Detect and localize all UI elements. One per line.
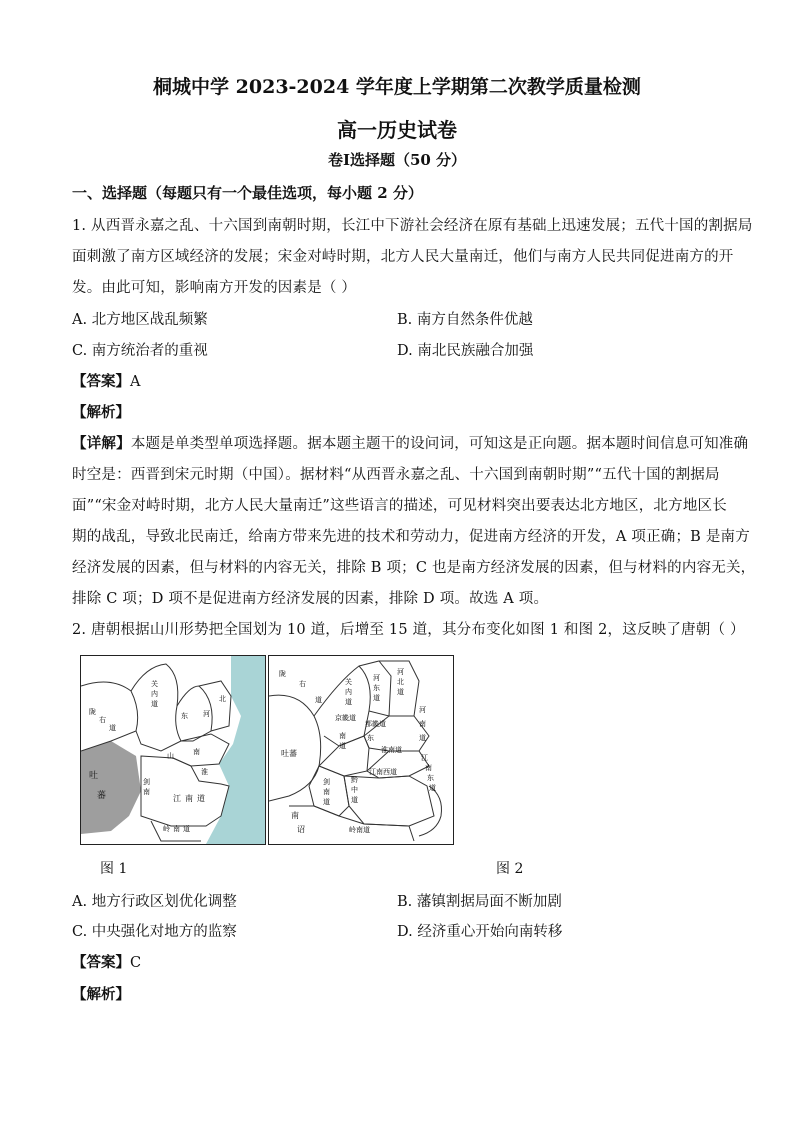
map-2-label-shannandong: 东	[367, 734, 374, 742]
map-figure-2	[268, 655, 454, 845]
q1-detail-line-5: 经济发展的因素，但与材料的内容无关，排除 B 项；C 也是南方经济发展的因素，但与材料的内容无关，	[72, 560, 756, 576]
map-1-label-ling: 岭	[163, 825, 170, 833]
map-1-label-bei: 北	[219, 695, 226, 703]
map-1-label-huainan: 淮	[201, 768, 208, 776]
map-2-label-dao4: 道	[419, 734, 426, 742]
map-2-label-shannanxi: 南	[339, 732, 346, 740]
q2-stem: 2. 唐朝根据山川形势把全国划为 10 道，后增至 15 道，其分布变化如图 1 和图 2，这反映了唐朝（ ）	[72, 622, 745, 638]
map-1-label-guan: 关	[151, 680, 158, 688]
map-2-label-long: 陇	[279, 670, 286, 678]
q1-option-d: D. 南北民族融合加强	[397, 343, 534, 359]
q1-detail-line-6: 排除 C 项；D 项不是促进南方经济发展的因素，排除 D 项。故选 A 项。	[72, 591, 549, 607]
map-2-label-tubo: 吐蕃	[281, 749, 297, 758]
map-1-label-he1: 河	[203, 710, 210, 718]
map-1-label-tu: 吐	[89, 771, 99, 781]
map-2-label-dao3: 道	[397, 688, 404, 696]
q2-analysis-label: 【解析】	[72, 986, 130, 1003]
q1-detail-line-3: 面”“宋金对峙时期，北方人民大量南迁”这些语言的描述，可见材料突出要表达北方地区，北方地区长	[72, 498, 727, 514]
q1-stem-line-1: 1. 从西晋永嘉之乱、十六国到南朝时期，长江中下游社会经济在原有基础上迅速发展；五代十国的割据局	[72, 218, 753, 234]
exam-title: 桐城中学 2023-2024 学年度上学期第二次教学质量检测	[153, 76, 641, 98]
map-2-label-nei: 内	[345, 688, 352, 696]
figure-1-caption: 图 1	[100, 861, 128, 877]
q1-detail-label: 【详解】	[72, 435, 131, 452]
map-1-label-jian: 剑	[143, 778, 150, 786]
map-1-label-lingnan: 南	[173, 825, 180, 833]
map-2-label-dao1: 道	[345, 698, 352, 706]
part-heading: 卷Ⅰ选择题（50 分）	[327, 151, 467, 169]
map-1-label-lingdao: 道	[183, 825, 190, 833]
q1-detail-line-4: 期的战乱，导致北民南迁，给南方带来先进的技术和劳动力，促进南方经济的开发，A 项正确；B 是南方	[72, 529, 750, 545]
map-2-label-jiandao: 道	[323, 798, 330, 806]
q1-answer-label: 【答案】	[72, 373, 130, 390]
q1-option-c: C. 南方统治者的重视	[72, 343, 208, 359]
map-2-label-he1: 河	[373, 674, 380, 682]
map-1-label-dao0: 道	[109, 724, 116, 732]
map-2-label-jiannan: 南	[323, 788, 330, 796]
q2-option-a: A. 地方行政区划优化调整	[72, 894, 237, 910]
map-2-label-nan2: 南	[291, 811, 299, 820]
map-1-label-shannan: 山	[167, 752, 174, 760]
figure-2-caption: 图 2	[496, 861, 524, 877]
map-2-drawing	[269, 656, 453, 844]
map-1-label-henan: 南	[193, 748, 200, 756]
map-1-label-jiannan: 南	[143, 788, 150, 796]
q1-detail-line-2: 时空是：西晋到宋元时期（中国）。据材料“从西晋永嘉之乱、十六国到南朝时期”“五代十国的割据局	[72, 467, 720, 483]
map-2-label-dao2: 道	[373, 694, 380, 702]
q1-stem-line-2: 面刺激了南方区域经济的发展；宋金对峙时期，北方人民大量南迁，他们与南方人民共同促进南方的开	[72, 249, 734, 265]
map-2-label-jnan: 南	[425, 764, 432, 772]
q2-answer	[72, 951, 141, 972]
map-1-label-long: 陇	[89, 708, 96, 716]
q1-detail-line-1: 【详解】本题是单类型单项选择题。据本题主题干的设问词，可知这是正向题。据本题时间信息可知准确	[72, 435, 749, 452]
map-2-label-jdao: 道	[429, 784, 436, 792]
map-2-label-zhao: 诏	[297, 825, 305, 834]
map-2-label-bei: 北	[397, 678, 404, 686]
q2-option-b: B. 藩镇割据局面不断加剧	[397, 894, 562, 910]
map-1-drawing	[81, 656, 265, 844]
q1-answer-value: A	[130, 374, 141, 390]
map-2-label-he3: 河	[419, 706, 426, 714]
q1-option-b: B. 南方自然条件优越	[397, 312, 533, 328]
map-2-label-dong: 东	[373, 684, 380, 692]
map-2-label-you: 右	[299, 680, 306, 688]
map-2-label-huainan: 淮南道	[381, 746, 402, 754]
q2-option-c: C. 中央强化对地方的监察	[72, 924, 237, 940]
q2-answer-value: C	[130, 955, 142, 971]
map-2-label-lingnan: 岭南道	[349, 826, 370, 834]
map-1-label-you: 右	[99, 716, 106, 724]
map-2-label-jian: 剑	[323, 778, 330, 786]
section-heading: 一、选择题（每题只有一个最佳选项，每小题 2 分）	[72, 184, 423, 202]
map-1-label-jiangdao: 道	[197, 794, 205, 803]
map-2-label-qian: 黔	[351, 776, 358, 784]
exam-subtitle: 高一历史试卷	[337, 118, 457, 142]
map-2-label-nan: 南	[419, 720, 426, 728]
map-2-label-duji: 都畿道	[365, 720, 386, 728]
map-1-label-bo: 蕃	[97, 791, 107, 801]
map-2-label-zhong: 中	[351, 786, 358, 794]
map-2-label-qiandao: 道	[351, 796, 358, 804]
map-1-label-jiangnan: 南	[185, 794, 193, 803]
q2-answer-label: 【答案】	[72, 954, 130, 971]
q1-answer	[72, 370, 140, 391]
map-1-label-hedong: 东	[181, 712, 188, 720]
map-2-label-jingji: 京畿道	[335, 714, 356, 722]
map-2-label-jiang: 江	[421, 754, 428, 762]
map-2-label-he2: 河	[397, 668, 404, 676]
q1-stem-line-3: 发。由此可知，影响南方开发的因素是（ ）	[72, 280, 357, 296]
q2-option-d: D. 经济重心开始向南转移	[397, 924, 563, 940]
map-1-label-jiang: 江	[173, 794, 181, 803]
map-2-label-guan: 关	[345, 678, 352, 686]
map-figure-1	[80, 655, 266, 845]
map-2-label-jiangnanxi: 江南西道	[369, 768, 397, 776]
q1-option-a: A. 北方地区战乱频繁	[72, 312, 208, 328]
map-2-label-dao0: 道	[315, 696, 322, 704]
map-2-label-xi: 道	[339, 742, 346, 750]
map-1-label-dao1: 道	[151, 700, 158, 708]
map-2-label-jdong: 东	[427, 774, 434, 782]
q1-analysis-label: 【解析】	[72, 404, 130, 421]
map-1-label-nei: 内	[151, 690, 158, 698]
